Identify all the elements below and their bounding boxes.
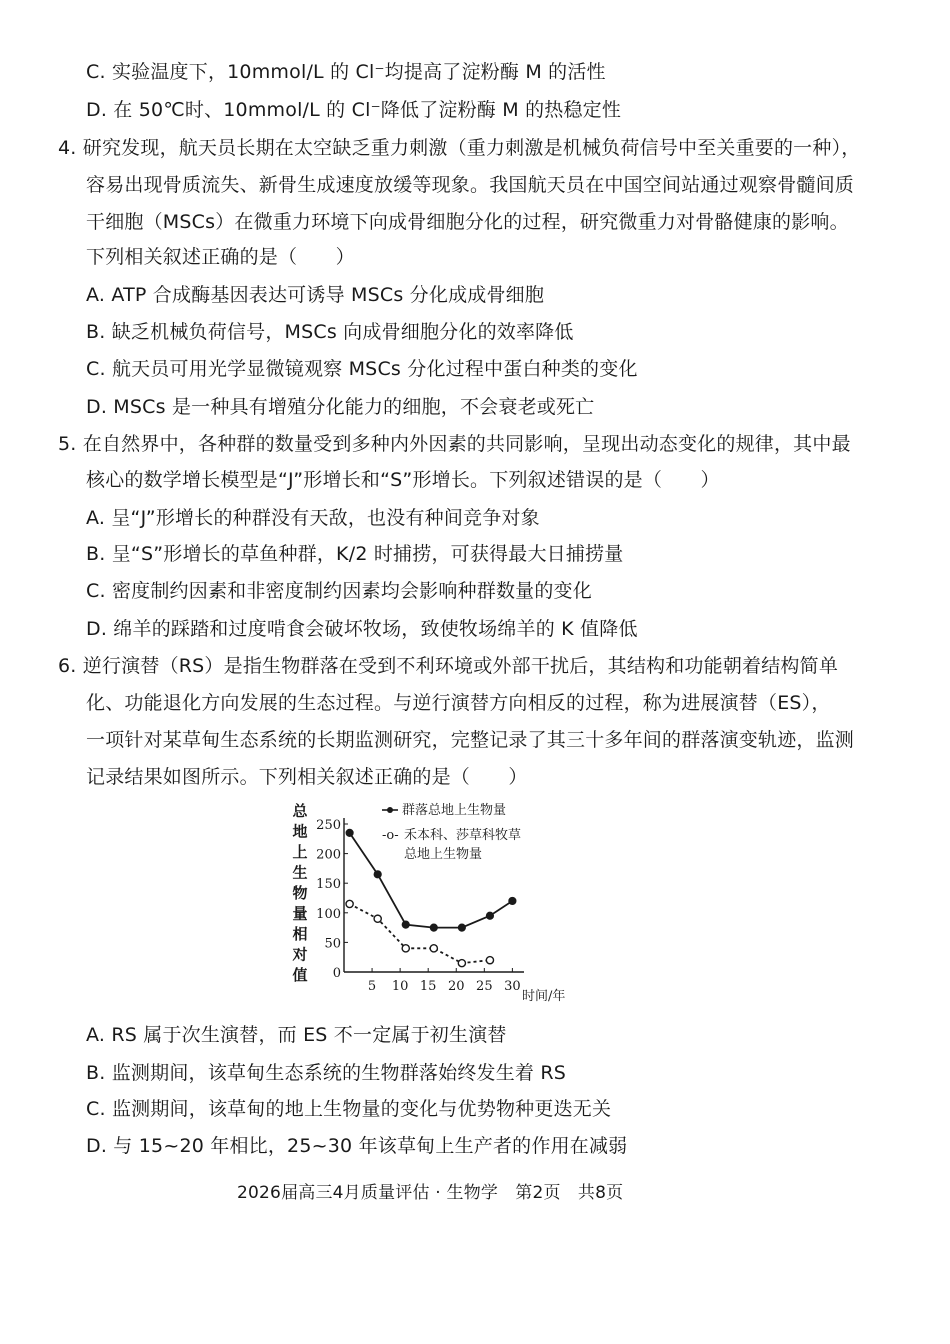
q5-stem-line-1: 5. 在自然界中，各种群的数量受到多种内外因素的共同影响，呈现出动态变化的规律，其中最 (58, 433, 851, 455)
x-axis-label: 时间/年 (522, 989, 566, 1004)
series-1-point (346, 829, 353, 836)
y-axis-label (291, 802, 308, 984)
q5-stem-line-2: 核心的数学增长模型是“J”形增长和“S”形增长。下列叙述错误的是（ ） (86, 469, 720, 491)
q6-stem-line-1: 6. 逆行演替（RS）是指生物群落在受到不利环境或外部干扰后，其结构和功能朝着结构简单 (58, 655, 839, 677)
series-2-point (430, 945, 437, 952)
q3-option-d: D. 在 50℃时、10mmol/L 的 Cl⁻降低了淀粉酶 M 的热稳定性 (86, 99, 622, 121)
series-1-point (486, 912, 493, 919)
x-tick-label: 25 (476, 979, 493, 994)
q4-stem-line-3: 干细胞（MSCs）在微重力环境下向成骨细胞分化的过程，研究微重力对骨骼健康的影响。 (86, 211, 849, 233)
y-axis-label-char: 上 (292, 843, 308, 861)
series-1-point (509, 897, 516, 904)
y-axis-label-char: 地 (292, 822, 308, 841)
q5-option-d: D. 绵羊的踩踏和过度啃食会破坏牧场，致使牧场绵羊的 K 值降低 (86, 618, 638, 640)
series-1-point (402, 921, 409, 928)
y-tick-label: 100 (316, 906, 341, 922)
q4-option-a: A. ATP 合成酶基因表达可诱导 MSCs 分化成成骨细胞 (86, 284, 545, 306)
q4-option-b: B. 缺乏机械负荷信号，MSCs 向成骨细胞分化的效率降低 (86, 321, 574, 343)
x-tick-label: 20 (447, 979, 465, 994)
series-1-point (374, 871, 381, 878)
page-footer: 2026届高三4月质量评估 · 生物学 第2页 共8页 (237, 1183, 624, 1203)
legend-item-2-line-2: 总地上生物量 (404, 847, 483, 862)
series-line-2 (350, 904, 490, 963)
q4-option-c: C. 航天员可用光学显微镜观察 MSCs 分化过程中蛋白种类的变化 (86, 358, 638, 380)
series-2-point (374, 915, 381, 922)
series-2-point (402, 945, 409, 952)
q6-stem-line-3: 一项针对某草甸生态系统的长期监测研究，完整记录了其三十多年间的群落演变轨迹，监测 (86, 729, 855, 751)
y-tick-label: 0 (332, 966, 341, 981)
y-axis-label-char: 相 (292, 925, 308, 943)
q6-option-a: A. RS 属于次生演替，而 ES 不一定属于初生演替 (86, 1024, 507, 1046)
y-tick-label: 250 (316, 818, 341, 833)
q5-option-b: B. 呈“S”形增长的草鱼种群，K/2 时捕捞，可获得最大日捕捞量 (86, 543, 624, 565)
legend-marker-filled (387, 807, 393, 813)
legend-item-2-line-1: 禾本科、莎草科牧草 (404, 828, 522, 843)
y-axis-label-char: 对 (292, 945, 308, 964)
q4-stem-line-2: 容易出现骨质流失、新骨生成速度放缓等现象。我国航天员在中国空间站通过观察骨髓间质 (86, 174, 855, 196)
series-2-point (486, 957, 493, 964)
q6-option-d: D. 与 15~20 年相比，25~30 年该草甸上生产者的作用在减弱 (86, 1135, 628, 1157)
q3-option-c: C. 实验温度下，10mmol/L 的 Cl⁻均提高了淀粉酶 M 的活性 (86, 61, 606, 83)
biomass-line-chart (270, 796, 590, 1006)
q6-stem-line-4: 记录结果如图所示。下列相关叙述正确的是（ ） (86, 766, 528, 788)
x-tick-label: 10 (391, 979, 409, 994)
x-tick-label: 15 (419, 979, 437, 994)
q6-option-b: B. 监测期间，该草甸生态系统的生物群落始终发生着 RS (86, 1062, 567, 1084)
y-axis-label-char: 物 (292, 884, 308, 902)
q6-option-c: C. 监测期间，该草甸的地上生物量的变化与优势物种更迭无关 (86, 1098, 612, 1120)
q5-option-c: C. 密度制约因素和非密度制约因素均会影响种群数量的变化 (86, 580, 592, 602)
y-tick-label: 150 (316, 877, 341, 893)
series-1-point (458, 924, 465, 931)
series-2-point (458, 960, 465, 967)
chart-legend (382, 802, 521, 862)
series-1-point (430, 924, 437, 931)
x-tick-label: 5 (367, 979, 377, 994)
q4-stem-line-4: 下列相关叙述正确的是（ ） (86, 246, 355, 268)
y-axis-label-char: 量 (292, 904, 308, 923)
y-tick-label: 50 (324, 936, 341, 952)
y-axis-label-char: 值 (292, 966, 308, 984)
legend-item-1: 群落总地上生物量 (402, 803, 507, 818)
q4-option-d: D. MSCs 是一种具有增殖分化能力的细胞，不会衰老或死亡 (86, 396, 595, 418)
legend-marker-open-symbol: -o- (382, 828, 399, 843)
y-axis-label-char: 总 (292, 802, 308, 820)
q5-option-a: A. 呈“J”形增长的种群没有天敌，也没有种间竞争对象 (86, 507, 540, 529)
q4-stem-line-1: 4. 研究发现，航天员长期在太空缺乏重力刺激（重力刺激是机械负荷信号中至关重要的一种）， (58, 137, 861, 159)
y-tick-label: 200 (316, 847, 341, 863)
series-2-point (346, 900, 353, 907)
y-axis-label-char: 生 (292, 863, 308, 882)
x-tick-label: 30 (504, 979, 521, 994)
q6-stem-line-2: 化、功能退化方向发展的生态过程。与逆行演替方向相反的过程，称为进展演替（ES）， (86, 692, 831, 714)
